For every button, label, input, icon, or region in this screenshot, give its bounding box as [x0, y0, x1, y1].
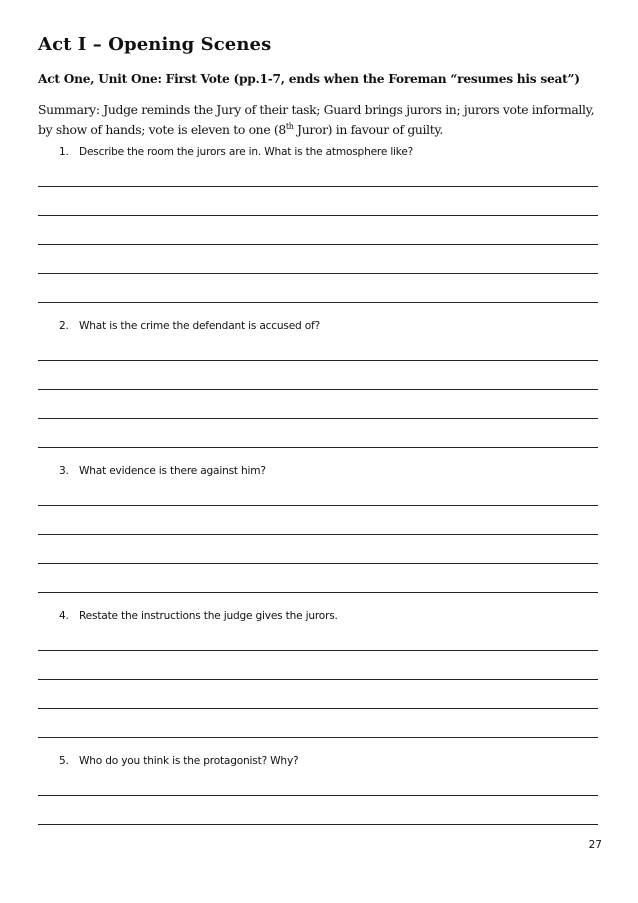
summary-text-start: Summary: Judge reminds the Jury of their task; Guard brings jurors in; jurors vote informally, by show of hands; vote is eleven to one (8 [38, 102, 595, 137]
summary-paragraph [38, 100, 598, 140]
question-text: Describe the room the jurors are in. What is the atmosphere like? [79, 146, 414, 158]
question-number: 2. [59, 320, 69, 332]
answer-line[interactable] [38, 186, 598, 187]
answer-line[interactable] [38, 795, 598, 796]
answer-line[interactable] [38, 447, 598, 448]
question-text: Restate the instructions the judge gives the jurors. [79, 610, 338, 622]
question-2 [59, 320, 320, 332]
page-title: Act I – Opening Scenes [38, 34, 272, 55]
question-3 [59, 465, 266, 477]
page-number: 27 [588, 839, 602, 851]
summary-text-end: Juror) in favour of guilty. [293, 122, 443, 137]
question-text: What evidence is there against him? [79, 465, 266, 477]
answer-line[interactable] [38, 418, 598, 419]
answer-line[interactable] [38, 505, 598, 506]
answer-line[interactable] [38, 389, 598, 390]
answer-line[interactable] [38, 534, 598, 535]
summary-superscript: th [285, 121, 294, 131]
answer-line[interactable] [38, 273, 598, 274]
answer-line[interactable] [38, 592, 598, 593]
question-number: 5. [59, 755, 69, 767]
question-number: 3. [59, 465, 69, 477]
answer-line[interactable] [38, 679, 598, 680]
answer-line[interactable] [38, 215, 598, 216]
question-1 [59, 146, 413, 158]
answer-line[interactable] [38, 302, 598, 303]
answer-line[interactable] [38, 708, 598, 709]
question-text: Who do you think is the protagonist? Why? [79, 755, 299, 767]
answer-line[interactable] [38, 563, 598, 564]
answer-line[interactable] [38, 824, 598, 825]
question-4 [59, 610, 338, 622]
question-text: What is the crime the defendant is accused of? [79, 320, 320, 332]
question-number: 4. [59, 610, 69, 622]
answer-line[interactable] [38, 650, 598, 651]
unit-heading: Act One, Unit One: First Vote (pp.1-7, ends when the Foreman “resumes his seat”) [38, 72, 580, 86]
answer-line[interactable] [38, 737, 598, 738]
answer-line[interactable] [38, 360, 598, 361]
question-number: 1. [59, 146, 69, 158]
answer-line[interactable] [38, 244, 598, 245]
question-5 [59, 755, 298, 767]
